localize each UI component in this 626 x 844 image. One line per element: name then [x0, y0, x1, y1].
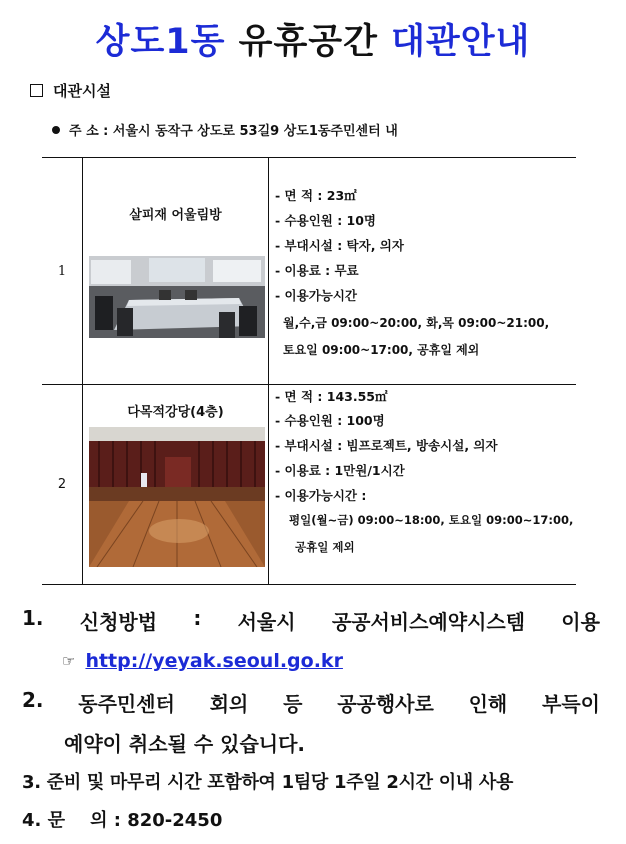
detail-line: - 수용인원 : 10명 — [275, 213, 377, 228]
detail-line: 토요일 09:00~17:00, 공휴일 제외 — [283, 343, 480, 357]
room-number: 1 — [42, 158, 83, 384]
square-bullet-icon — [30, 84, 43, 97]
note-word: 동주민센터 — [78, 692, 175, 716]
note-2-continued: 예약이 취소될 수 있습니다. — [64, 732, 306, 756]
note-word: 회의 — [209, 692, 249, 716]
detail-line: - 이용가능시간 : — [275, 488, 367, 503]
bullet-dot-icon — [52, 126, 60, 134]
title-part-2: 유휴공간 — [238, 22, 378, 62]
room-cell — [83, 385, 269, 584]
detail-line: - 이용가능시간 — [275, 288, 357, 303]
note-3: 3. 준비 및 마무리 시간 포함하여 1팀당 1주일 2시간 이내 사용 — [22, 772, 514, 793]
room-details — [269, 385, 576, 584]
detail-line: - 면 적 : 143.55㎡ — [275, 389, 388, 404]
table-row — [42, 158, 576, 385]
room-name: 다목적강당(4층) — [127, 405, 224, 420]
auditorium-photo — [89, 427, 265, 567]
detail-line: - 부대시설 : 빔프로젝트, 방송시설, 의자 — [275, 438, 498, 453]
note-word: 2. — [22, 688, 44, 712]
facility-table — [42, 157, 576, 585]
note-word: : — [193, 606, 202, 630]
detail-line: 월,수,금 09:00~20:00, 화,목 09:00~21:00, — [283, 316, 550, 330]
address-text: 주 소 : 서울시 동작구 상도로 53길9 상도1동주민센터 내 — [69, 124, 398, 139]
room-cell — [83, 158, 269, 384]
note-word: 이용 — [561, 610, 600, 634]
detail-line: 공휴일 제외 — [295, 540, 355, 554]
page-title — [0, 14, 626, 64]
room-name: 살피재 어울림방 — [129, 208, 222, 223]
note-word: 서울시 — [237, 610, 296, 634]
detail-line: - 이용료 : 무료 — [275, 263, 359, 278]
meeting-room-photo — [89, 256, 265, 338]
title-part-3: 대관안내 — [391, 22, 531, 62]
detail-line: - 부대시설 : 탁자, 의자 — [275, 238, 404, 253]
note-1 — [22, 606, 600, 635]
title-part-1: 상도1동 — [95, 22, 226, 62]
reservation-link[interactable]: http://yeyak.seoul.go.kr — [85, 650, 343, 672]
detail-line: - 수용인원 : 100명 — [275, 413, 385, 428]
note-word: 등 — [283, 692, 303, 716]
note-2 — [22, 688, 600, 717]
table-row — [42, 385, 576, 584]
note-word: 인해 — [468, 692, 508, 716]
note-word: 신청방법 — [79, 610, 158, 634]
reservation-link-line — [62, 650, 343, 672]
note-word: 부득이 — [542, 692, 600, 716]
note-word: 공공행사로 — [337, 692, 434, 716]
detail-line: - 이용료 : 1만원/1시간 — [275, 463, 405, 478]
note-4: 4. 문 의 : 820-2450 — [22, 810, 223, 831]
section-label: 대관시설 — [53, 82, 111, 100]
section-heading — [30, 80, 111, 101]
note-word: 1. — [22, 606, 44, 630]
detail-line: - 면 적 : 23㎡ — [275, 188, 357, 203]
room-number: 2 — [42, 385, 83, 584]
note-word: 공공서비스예약시스템 — [331, 610, 526, 634]
address-line — [52, 120, 398, 139]
room-details — [269, 158, 576, 384]
detail-line: 평일(월~금) 09:00~18:00, 토요일 09:00~17:00, — [289, 513, 574, 527]
pointing-hand-icon: ☞ — [62, 652, 76, 670]
